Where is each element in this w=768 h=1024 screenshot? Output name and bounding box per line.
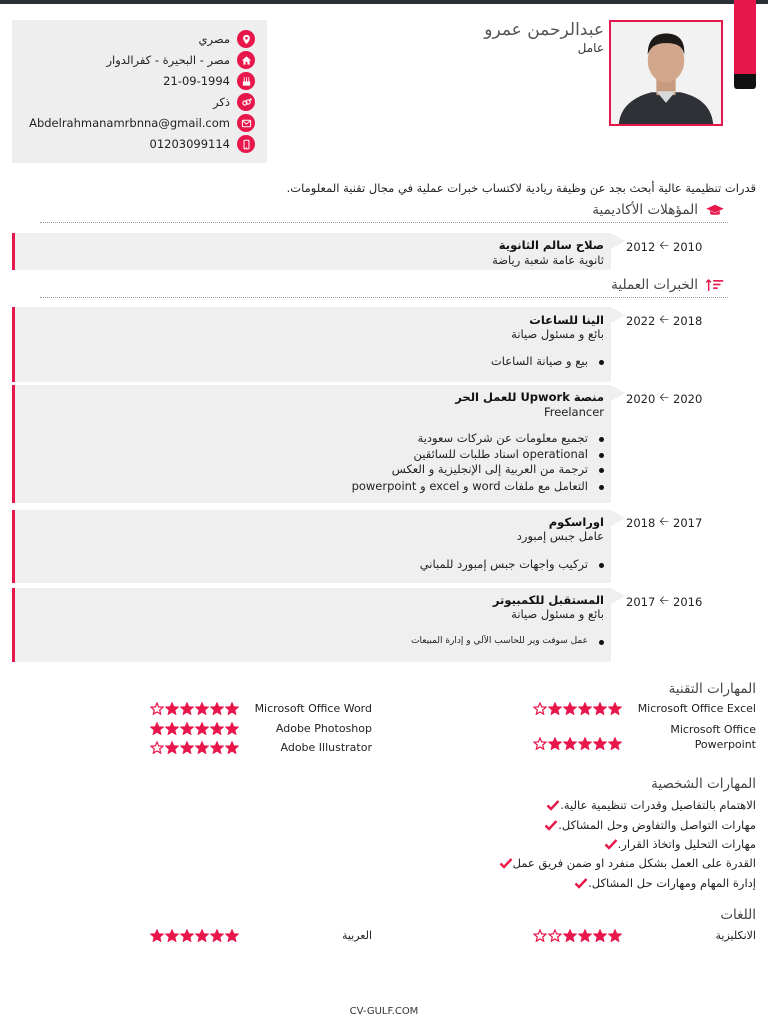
star-filled-icon — [180, 741, 194, 754]
divider — [40, 297, 728, 298]
star-empty-icon — [548, 929, 562, 942]
star-filled-icon — [165, 741, 179, 754]
star-filled-icon — [578, 702, 592, 715]
experience-years — [626, 512, 702, 533]
star-filled-icon — [593, 702, 607, 715]
star-filled-icon — [210, 741, 224, 754]
star-filled-icon — [225, 929, 239, 942]
personal-skill-text: القدرة على العمل بشكل منفرد او ضمن فريق عمل — [512, 856, 756, 870]
personal-skill-text: الاهتمام بالتفاصيل وقدرات تنظيمية عالية. — [560, 798, 756, 812]
home-icon — [237, 51, 255, 69]
year-from: 2020 — [673, 391, 703, 406]
skill-rating — [150, 722, 239, 735]
experience-years — [626, 591, 702, 612]
accent-ribbon — [734, 0, 756, 78]
email-icon — [237, 114, 255, 132]
star-filled-icon — [165, 702, 179, 715]
skill-name: Microsoft Office Powerpoint — [670, 723, 756, 751]
personal-skill — [493, 856, 756, 870]
candidate-name: عبدالرحمن عمرو — [484, 20, 604, 40]
summary-text: قدرات تنظيمية عالية أبحث بجد عن وظيفة ريادية لاكتساب خبرات عملية في مجال تقنية المعلومات. — [286, 181, 756, 195]
personal-skill-text: مهارات التحليل واتخاذ القرار. — [617, 837, 756, 851]
year-to: 2018 — [626, 515, 656, 530]
skill-rating — [150, 741, 239, 754]
skill-rating — [533, 737, 622, 750]
contact-text: مصري — [198, 32, 230, 46]
personal-skill — [568, 876, 756, 890]
sort-icon — [704, 277, 726, 293]
company-name: المستقبل للكمبيوتر — [492, 593, 604, 607]
star-filled-icon — [180, 929, 194, 942]
contact-text: مصر - البحيرة - كفرالدوار — [106, 53, 230, 67]
personal-skill — [538, 818, 756, 832]
skill-name: Adobe Photoshop — [275, 722, 372, 735]
arrow-left-icon: 🡠 — [659, 514, 670, 528]
job-role: بائع و مسئول صيانة — [511, 607, 604, 621]
contact-nationality — [199, 29, 255, 49]
entry-notch — [611, 510, 625, 526]
star-filled-icon — [150, 722, 164, 735]
star-filled-icon — [210, 929, 224, 942]
star-filled-icon — [165, 722, 179, 735]
star-filled-icon — [563, 702, 577, 715]
star-filled-icon — [548, 737, 562, 750]
accent-ribbon-tip — [734, 74, 756, 89]
section-title: المؤهلات الأكاديمية — [592, 202, 698, 218]
star-filled-icon — [608, 929, 622, 942]
job-role: Freelancer — [543, 405, 604, 419]
entry-notch — [611, 588, 625, 604]
section-title: الخبرات العملية — [611, 277, 698, 293]
duty-bullet: التعامل مع ملفات word و excel و powerpoint — [351, 479, 588, 493]
star-filled-icon — [548, 702, 562, 715]
check-icon — [544, 819, 558, 831]
gender-icon — [237, 93, 255, 111]
duty-bullet: operational اسناد طلبات للسائقين — [413, 447, 588, 461]
duty-bullet: تجميع معلومات عن شركات سعودية — [417, 431, 588, 445]
job-role: عامل جبس إمبورد — [516, 529, 604, 543]
degree-name: ثانوية عامة شعبة رياضة — [492, 253, 604, 267]
language-name: الانكليزية — [715, 929, 756, 942]
star-filled-icon — [608, 702, 622, 715]
star-empty-icon — [150, 702, 164, 715]
year-from: 2017 — [673, 515, 703, 530]
star-filled-icon — [195, 741, 209, 754]
personal-skills-heading: المهارات الشخصية — [651, 776, 756, 792]
personal-skill-text: مهارات التواصل والتفاوض وحل المشاكل. — [558, 818, 756, 832]
contact-text: ذكر — [213, 95, 230, 109]
check-icon — [604, 838, 618, 850]
personal-skill — [598, 837, 756, 851]
divider — [40, 222, 728, 223]
contact-email[interactable] — [29, 113, 255, 133]
tech-skills-heading: المهارات التقنية — [668, 681, 756, 697]
year-from: 2016 — [673, 594, 703, 609]
star-filled-icon — [593, 929, 607, 942]
contact-text: Abdelrahmanamrbnna@gmail.com — [29, 116, 230, 130]
duty-bullet: تركيب واجهات جبس إمبورد للمباني — [419, 557, 588, 571]
person-silhouette-icon — [611, 22, 721, 124]
star-filled-icon — [180, 702, 194, 715]
candidate-job-title: عامل — [577, 41, 604, 55]
experience-entry — [12, 307, 611, 382]
check-icon — [546, 799, 560, 811]
arrow-left-icon: 🡠 — [659, 390, 670, 404]
personal-skill — [540, 798, 756, 812]
check-icon — [574, 877, 588, 889]
star-empty-icon — [533, 702, 547, 715]
cake-icon — [237, 72, 255, 90]
experience-years — [626, 310, 702, 331]
star-filled-icon — [225, 722, 239, 735]
star-filled-icon — [563, 929, 577, 942]
star-filled-icon — [225, 702, 239, 715]
star-empty-icon — [533, 929, 547, 942]
experience-years — [626, 388, 702, 409]
skill-rating — [150, 702, 239, 715]
year-from: 2010 — [673, 239, 703, 254]
year-from: 2018 — [673, 313, 703, 328]
year-to: 2020 — [626, 391, 656, 406]
contact-panel — [12, 20, 267, 163]
entry-notch — [611, 233, 625, 249]
star-filled-icon — [578, 737, 592, 750]
year-to: 2017 — [626, 594, 656, 609]
star-empty-icon — [533, 737, 547, 750]
personal-skill-text: إدارة المهام ومهارات حل المشاكل. — [588, 876, 756, 890]
experience-entry — [12, 510, 611, 583]
year-to: 2022 — [626, 313, 656, 328]
check-icon — [499, 857, 513, 869]
profile-photo — [609, 20, 723, 126]
star-filled-icon — [563, 737, 577, 750]
duty-bullet: بيع و صيانة الساعات — [490, 354, 588, 368]
skill-name: Adobe Illustrator — [280, 741, 372, 754]
entry-notch — [611, 307, 625, 323]
top-bar — [0, 0, 768, 4]
education-years — [626, 236, 702, 257]
star-filled-icon — [225, 741, 239, 754]
company-name: منصة Upwork للعمل الحر — [455, 390, 604, 404]
contact-birthdate — [163, 71, 255, 91]
skill-rating — [533, 702, 622, 715]
company-name: الينا للساعات — [529, 313, 604, 327]
star-filled-icon — [195, 722, 209, 735]
footer-brand[interactable]: CV-GULF.COM — [349, 1006, 419, 1017]
duty-bullet: عمل سوفت وير للحاسب الآلي و إدارة المبيعات — [411, 636, 588, 646]
arrow-left-icon: 🡠 — [659, 312, 670, 326]
contact-gender — [213, 92, 255, 112]
star-filled-icon — [210, 722, 224, 735]
language-rating — [150, 929, 239, 942]
job-role: بائع و مسئول صيانة — [511, 327, 604, 341]
star-filled-icon — [608, 737, 622, 750]
location-icon — [237, 30, 255, 48]
star-filled-icon — [195, 702, 209, 715]
graduation-cap-icon — [704, 202, 726, 218]
education-heading — [592, 202, 726, 218]
star-filled-icon — [180, 722, 194, 735]
arrow-left-icon: 🡠 — [659, 593, 670, 607]
star-filled-icon — [593, 737, 607, 750]
duty-bullet: ترجمة من العربية إلى الإنجليزية و العكس — [391, 462, 588, 476]
star-empty-icon — [150, 741, 164, 754]
school-name: صلاح سالم الثانوية — [498, 238, 604, 252]
company-name: اوراسكوم — [548, 515, 604, 529]
year-to: 2012 — [626, 239, 656, 254]
contact-address — [106, 50, 255, 70]
entry-notch — [611, 385, 625, 401]
contact-text: 21-09-1994 — [163, 74, 230, 88]
star-filled-icon — [210, 702, 224, 715]
language-name: العربية — [341, 929, 372, 942]
experience-heading — [611, 277, 726, 293]
contact-text: 01203099114 — [149, 137, 230, 151]
languages-heading: اللغات — [720, 907, 756, 923]
contact-phone[interactable] — [150, 134, 255, 154]
language-rating — [533, 929, 622, 942]
star-filled-icon — [165, 929, 179, 942]
arrow-left-icon: 🡠 — [659, 238, 670, 252]
skill-name: Microsoft Office Word — [254, 702, 372, 715]
star-filled-icon — [150, 929, 164, 942]
skill-name: Microsoft Office Excel — [637, 702, 756, 715]
star-filled-icon — [195, 929, 209, 942]
phone-icon — [237, 135, 255, 153]
star-filled-icon — [578, 929, 592, 942]
